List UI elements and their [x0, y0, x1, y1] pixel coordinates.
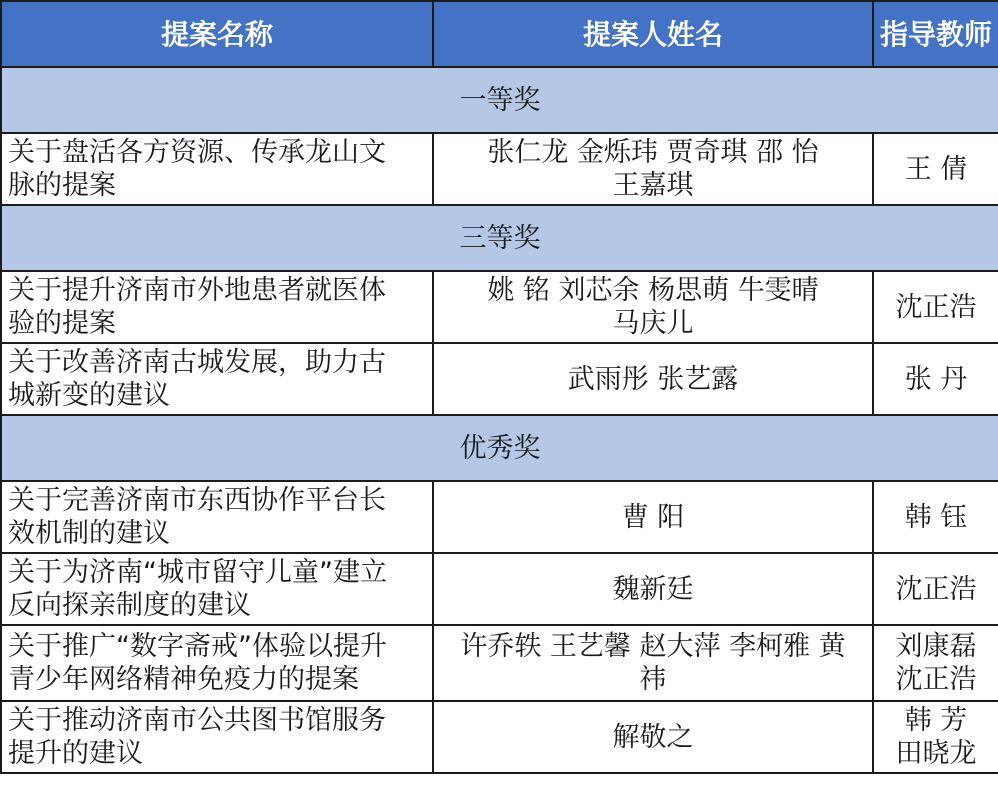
- header-proposers: 提案人姓名: [433, 1, 873, 67]
- proposal-name-line: 关于盘活各方资源、传承龙山文: [8, 137, 386, 168]
- table-row: [1, 625, 998, 701]
- teacher-line: 王 倩: [904, 153, 968, 185]
- proposers-cell: [433, 481, 873, 553]
- proposers-line: 姚 铭 刘芯余 杨思萌 牛雯晴: [487, 275, 819, 306]
- proposal-name-line: 提升的建议: [8, 738, 143, 769]
- proposers-cell: [433, 271, 873, 343]
- teacher-cell: [873, 625, 998, 701]
- proposal-name-cell: [1, 343, 433, 415]
- proposers-line: 张仁龙 金烁玮 贾奇琪 邵 怡: [487, 137, 819, 168]
- proposal-name-line: 城新变的建议: [8, 380, 170, 411]
- teacher-cell: [873, 343, 998, 415]
- section-row: [1, 205, 998, 271]
- proposers-cell: [433, 701, 873, 773]
- teacher-cell: [873, 553, 998, 625]
- header-teacher: 指导教师: [873, 1, 998, 67]
- proposers-line: 魏新廷: [612, 573, 694, 605]
- proposers-cell: [433, 553, 873, 625]
- table-row: [1, 553, 998, 625]
- proposal-name-line: 脉的提案: [8, 170, 116, 201]
- proposal-name-line: 效机制的建议: [8, 518, 170, 549]
- teacher-line: 刘康磊: [895, 631, 977, 662]
- proposal-name-line: 关于改善济南古城发展，助力古: [8, 347, 386, 378]
- teacher-cell: [873, 481, 998, 553]
- teacher-line: 田晓龙: [895, 738, 977, 769]
- table-row: [1, 481, 998, 553]
- proposers-line: 王嘉琪: [612, 170, 694, 201]
- header-row: [1, 1, 998, 67]
- table-row: [1, 271, 998, 343]
- proposers-cell: [433, 343, 873, 415]
- proposers-cell: [433, 625, 873, 701]
- proposal-name-line: 关于为济南“城市留守儿童”建立: [8, 557, 387, 588]
- proposers-cell: [433, 133, 873, 205]
- section-row: [1, 415, 998, 481]
- proposal-name-line: 关于完善济南市东西协作平台长: [8, 485, 386, 516]
- table-row: [1, 133, 998, 205]
- proposal-name-line: 关于推广“数字斋戒”体验以提升: [8, 631, 387, 662]
- proposal-name-cell: [1, 625, 433, 701]
- table-row: [1, 701, 998, 773]
- proposal-name-line: 关于提升济南市外地患者就医体: [8, 275, 386, 306]
- teacher-line: 张 丹: [904, 363, 968, 395]
- section-title: 三等奖: [1, 205, 998, 271]
- proposal-name-line: 青少年网络精神免疫力的提案: [8, 664, 359, 695]
- proposers-line: 祎: [639, 664, 667, 695]
- proposers-line: 曹 阳: [621, 501, 685, 533]
- proposal-name-cell: [1, 133, 433, 205]
- proposal-name-line: 反向探亲制度的建议: [8, 590, 251, 621]
- proposal-name-cell: [1, 271, 433, 343]
- proposal-name-line: 验的提案: [8, 308, 116, 339]
- teacher-line: 韩 芳: [904, 705, 968, 736]
- teacher-line: 沈正浩: [895, 664, 977, 695]
- proposers-line: 许乔轶 王艺馨 赵大萍 李柯雅 黄: [460, 631, 846, 662]
- teacher-cell: [873, 271, 998, 343]
- proposal-name-cell: [1, 553, 433, 625]
- teacher-line: 韩 钰: [904, 501, 968, 533]
- teacher-cell: [873, 701, 998, 773]
- header-proposal-name: 提案名称: [1, 1, 433, 67]
- section-title: 一等奖: [1, 67, 998, 133]
- proposal-name-cell: [1, 701, 433, 773]
- teacher-line: 沈正浩: [895, 291, 977, 323]
- proposal-name-cell: [1, 481, 433, 553]
- proposers-line: 武雨彤 张艺露: [567, 363, 739, 395]
- section-title: 优秀奖: [1, 415, 998, 481]
- table-row: [1, 343, 998, 415]
- section-row: [1, 67, 998, 133]
- teacher-line: 沈正浩: [895, 573, 977, 605]
- teacher-cell: [873, 133, 998, 205]
- proposers-line: 解敬之: [612, 721, 694, 753]
- proposers-line: 马庆儿: [612, 308, 694, 339]
- proposal-name-line: 关于推动济南市公共图书馆服务: [8, 705, 386, 736]
